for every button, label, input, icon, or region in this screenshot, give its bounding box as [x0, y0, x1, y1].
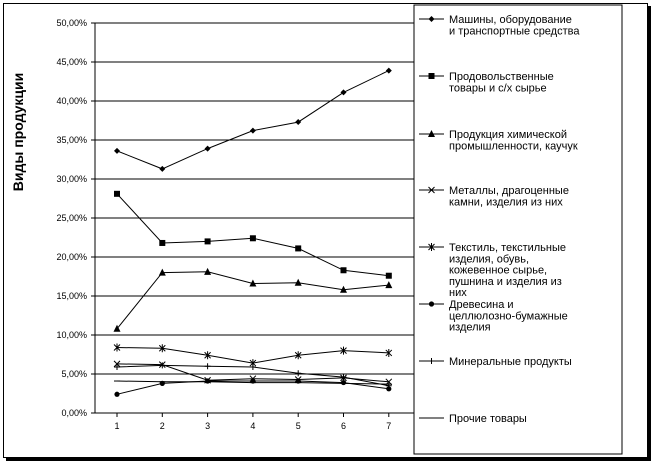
- plus-marker: [114, 364, 120, 370]
- triangle-marker: [385, 281, 392, 288]
- square-marker: [386, 273, 392, 279]
- square-marker: [159, 240, 165, 246]
- x-tick-label: 1: [114, 421, 120, 431]
- diamond-marker: [250, 128, 256, 134]
- y-tick-label: 30,00%: [56, 174, 87, 184]
- x-tick-label: 5: [295, 421, 301, 431]
- legend-label-line: них: [449, 287, 467, 300]
- y-tick-label: 10,00%: [56, 330, 87, 340]
- x-tick-label: 3: [205, 421, 211, 431]
- y-tick-label: 35,00%: [56, 135, 87, 145]
- series-layer: [114, 68, 393, 397]
- series-5: [114, 343, 392, 367]
- y-tick-label: 5,00%: [61, 369, 87, 379]
- legend-label-line: кожевенное сырье,: [449, 264, 548, 277]
- circle-marker: [114, 392, 119, 397]
- series-1: [114, 68, 392, 172]
- series-2: [114, 191, 392, 279]
- y-tick-label: 0,00%: [61, 408, 87, 418]
- square-marker: [114, 191, 120, 197]
- x-tick-label: 2: [159, 421, 165, 431]
- square-marker: [250, 235, 256, 241]
- y-tick-label: 40,00%: [56, 96, 87, 106]
- series-3: [114, 268, 393, 332]
- legend-label-line: и транспортные средства: [449, 25, 580, 38]
- legend-label-line: изделия, обувь,: [449, 253, 530, 266]
- legend-label-line: Минеральные продукты: [449, 356, 572, 368]
- series-line: [117, 71, 389, 169]
- x-tick-label: 4: [250, 421, 256, 431]
- diamond-marker: [386, 68, 392, 74]
- plus-marker: [205, 363, 211, 369]
- y-tick-label: 50,00%: [56, 18, 87, 28]
- circle-marker: [205, 378, 210, 383]
- legend-label-line: пушнина и изделия из: [449, 275, 562, 288]
- legend-label-line: промышленности, каучук: [449, 140, 578, 153]
- y-tick-label: 20,00%: [56, 252, 87, 262]
- plus-marker: [341, 374, 347, 380]
- x-tick-label: 6: [340, 421, 347, 431]
- legend-label-line: Прочие товары: [449, 413, 527, 425]
- legend-label-line: товары и с/х сырье: [449, 82, 547, 95]
- legend-label-line: камни, изделия из них: [449, 196, 563, 209]
- legend-label-line: изделия: [449, 321, 491, 334]
- diamond-marker: [114, 148, 120, 154]
- y-tick-labels: [56, 18, 87, 418]
- triangle-marker: [204, 268, 211, 275]
- diamond-marker: [205, 146, 211, 152]
- y-tick-label: 15,00%: [56, 291, 87, 301]
- plus-marker: [295, 370, 301, 376]
- diamond-marker: [341, 89, 347, 95]
- square-marker: [205, 238, 211, 244]
- square-marker: [341, 267, 347, 273]
- legend-label-line: Текстиль, текстильные: [449, 242, 566, 254]
- legend-label-line: Машины, оборудование: [449, 14, 572, 26]
- y-tick-label: 45,00%: [56, 57, 87, 67]
- x-tick-label: 7: [386, 421, 392, 431]
- square-marker: [295, 245, 301, 251]
- legend-label-line: Продовольственные: [449, 71, 554, 83]
- triangle-marker: [295, 279, 302, 286]
- legend-label-line: Продукция химической: [449, 129, 567, 141]
- circle-marker: [429, 301, 434, 306]
- legend-label-line: Металлы, драгоценные: [449, 185, 569, 197]
- plus-marker: [159, 362, 165, 368]
- x-tick-labels: [114, 421, 391, 431]
- legend-label-line: Древесина и: [449, 299, 514, 311]
- diamond-marker: [159, 166, 165, 172]
- y-tick-label: 25,00%: [56, 213, 87, 223]
- diamond-marker: [295, 119, 301, 125]
- series-line: [117, 194, 389, 276]
- y-axis-title: Виды продукции: [10, 72, 26, 192]
- legend-label-line: целлюлозно-бумажные: [449, 310, 568, 323]
- circle-marker: [341, 380, 346, 385]
- square-marker: [429, 73, 435, 79]
